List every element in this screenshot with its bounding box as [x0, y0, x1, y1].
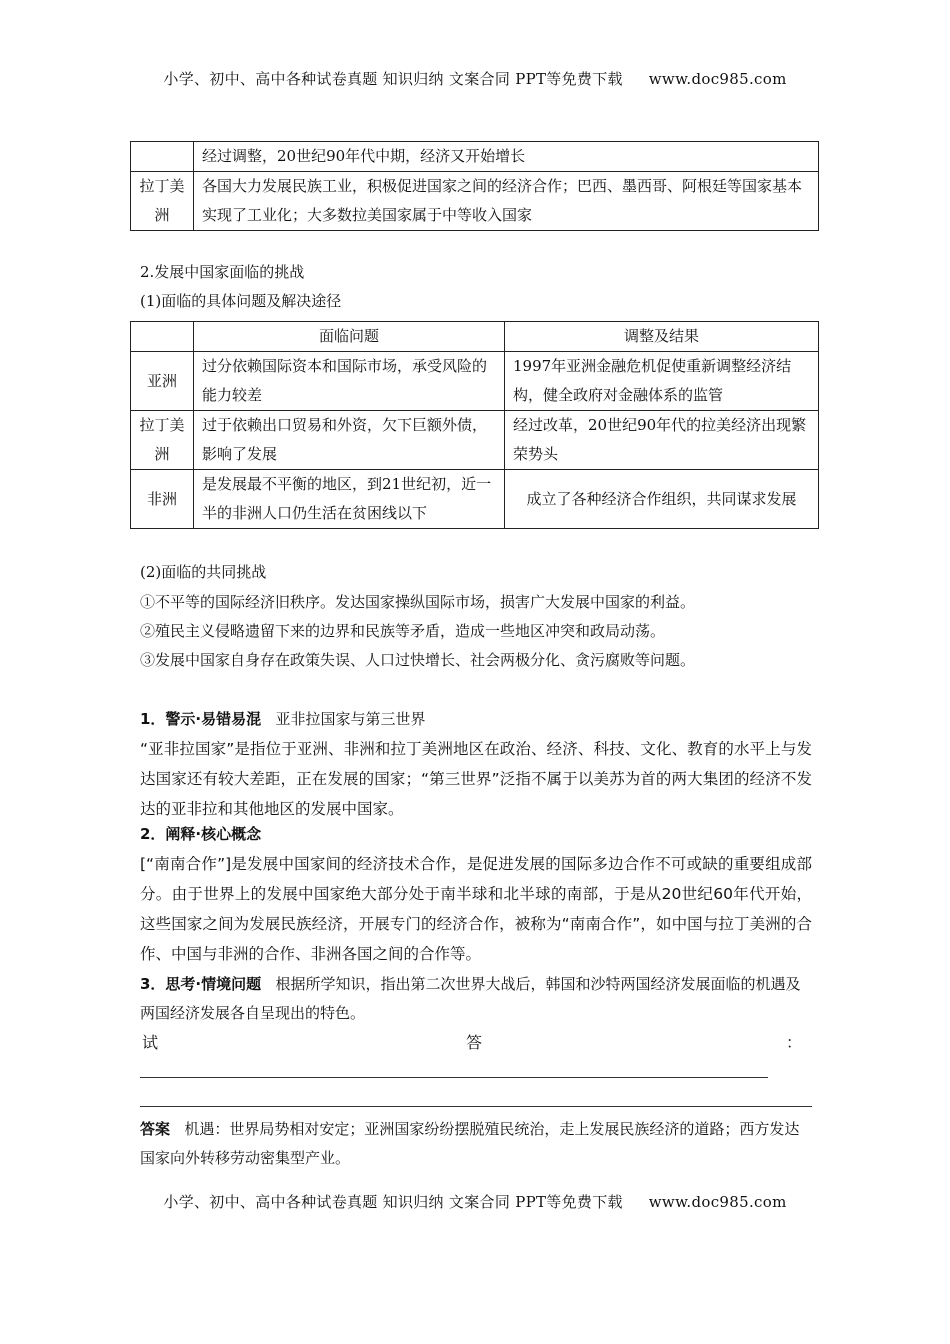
answer-label: 答案 — [140, 1120, 171, 1138]
section-title: 2.发展中国家面临的挑战 — [140, 263, 305, 281]
try-char: 试 — [142, 1033, 159, 1052]
header-text: 小学、初中、高中各种试卷真题 知识归纳 文案合同 PPT等免费下载 — [163, 70, 623, 88]
development-table-continued — [130, 141, 819, 231]
header-cell: 调整及结果 — [505, 322, 819, 352]
header-cell — [131, 322, 194, 352]
table-row — [131, 172, 819, 231]
answer-char: 答 — [466, 1033, 483, 1052]
content-cell: 经过调整，20世纪90年代中期，经济又开始增长 — [194, 142, 819, 172]
result-cell: 经过改革，20世纪90年代的拉美经济出现繁荣势头 — [505, 411, 819, 470]
answer-line[interactable] — [140, 1106, 812, 1107]
challenges-table — [130, 321, 819, 529]
answer-text: 机遇：世界局势相对安定；亚洲国家纷纷摆脱殖民统治，走上发展民族经济的道路；西方发达国家向外转移劳动密集型产业。 — [140, 1120, 800, 1167]
header-cell: 面临问题 — [194, 322, 505, 352]
problem-cell: 过于依赖出口贸易和外资，欠下巨额外债，影响了发展 — [194, 411, 505, 470]
note-heading — [140, 970, 812, 1028]
region-cell — [131, 142, 194, 172]
table-row — [131, 142, 819, 172]
note-label: 3．思考·情境问题 — [140, 975, 262, 993]
subsection-title: (2)面临的共同挑战 — [140, 563, 267, 581]
table-header-row — [131, 322, 819, 352]
page-footer — [0, 1191, 950, 1212]
footer-url[interactable]: www.doc985.com — [648, 1193, 787, 1211]
challenge-item: ①不平等的国际经济旧秩序。发达国家操纵国际市场，损害广大发展中国家的利益。 — [140, 593, 696, 611]
note-heading — [140, 705, 812, 734]
answer-line[interactable] — [140, 1077, 768, 1078]
answer-block — [140, 1115, 812, 1173]
table-row — [131, 352, 819, 411]
note-body: [“南南合作”]是发展中国家间的经济技术合作，是促进发展的国际多边合作不可或缺的重要组成部分。由于世界上的发展中国家绝大部分处于南半球和北半球的南部，于是从20世纪60年代开始，这些国家之间为发展民族经济，开展专门的经济合作，被称为“南南合作”，如中国与拉丁美洲的合作、中国与非洲的合作、非洲各国之间的合作等。 — [140, 855, 812, 963]
footer-text: 小学、初中、高中各种试卷真题 知识归纳 文案合同 PPT等免费下载 — [163, 1193, 623, 1211]
page-header — [0, 68, 950, 89]
region-cell: 拉丁美洲 — [131, 411, 194, 470]
note-heading — [140, 820, 812, 849]
result-cell: 成立了各种经济合作组织，共同谋求发展 — [505, 470, 819, 529]
table-row — [131, 411, 819, 470]
region-cell: 非洲 — [131, 470, 194, 529]
table-row — [131, 470, 819, 529]
note-body: “亚非拉国家”是指位于亚洲、非洲和拉丁美洲地区在政治、经济、科技、文化、教育的水平上与发达国家还有较大差距，正在发展的国家；“第三世界”泛指不属于以美苏为首的两大集团的经济不发达的亚非拉和其他地区的发展中国家。 — [140, 740, 812, 818]
note-body: 根据所学知识，指出第二次世界大战后，韩国和沙特两国经济发展面临的机遇及两国经济发展各自呈现出的特色。 — [140, 975, 801, 1022]
challenge-item: ③发展中国家自身存在政策失误、人口过快增长、社会两极分化、贪污腐败等问题。 — [140, 651, 696, 669]
note-label: 2．阐释·核心概念 — [140, 825, 262, 843]
colon-char: ： — [786, 1033, 803, 1052]
problem-cell: 过分依赖国际资本和国际市场，承受风险的能力较差 — [194, 352, 505, 411]
problem-cell: 是发展最不平衡的地区，到21世纪初，近一半的非洲人口仍生活在贫困线以下 — [194, 470, 505, 529]
content-cell: 各国大力发展民族工业，积极促进国家之间的经济合作；巴西、墨西哥、阿根廷等国家基本实现了工业化；大多数拉美国家属于中等收入国家 — [194, 172, 819, 231]
subsection-title: (1)面临的具体问题及解决途径 — [140, 292, 342, 310]
header-url[interactable]: www.doc985.com — [648, 70, 787, 88]
region-cell: 拉丁美洲 — [131, 172, 194, 231]
note-label: 1．警示·易错易混 — [140, 710, 262, 728]
region-cell: 亚洲 — [131, 352, 194, 411]
note-title: 亚非拉国家与第三世界 — [275, 710, 426, 728]
challenge-item: ②殖民主义侵略遗留下来的边界和民族等矛盾，造成一些地区冲突和政局动荡。 — [140, 622, 666, 640]
result-cell: 1997年亚洲金融危机促使重新调整经济结构，健全政府对金融体系的监管 — [505, 352, 819, 411]
